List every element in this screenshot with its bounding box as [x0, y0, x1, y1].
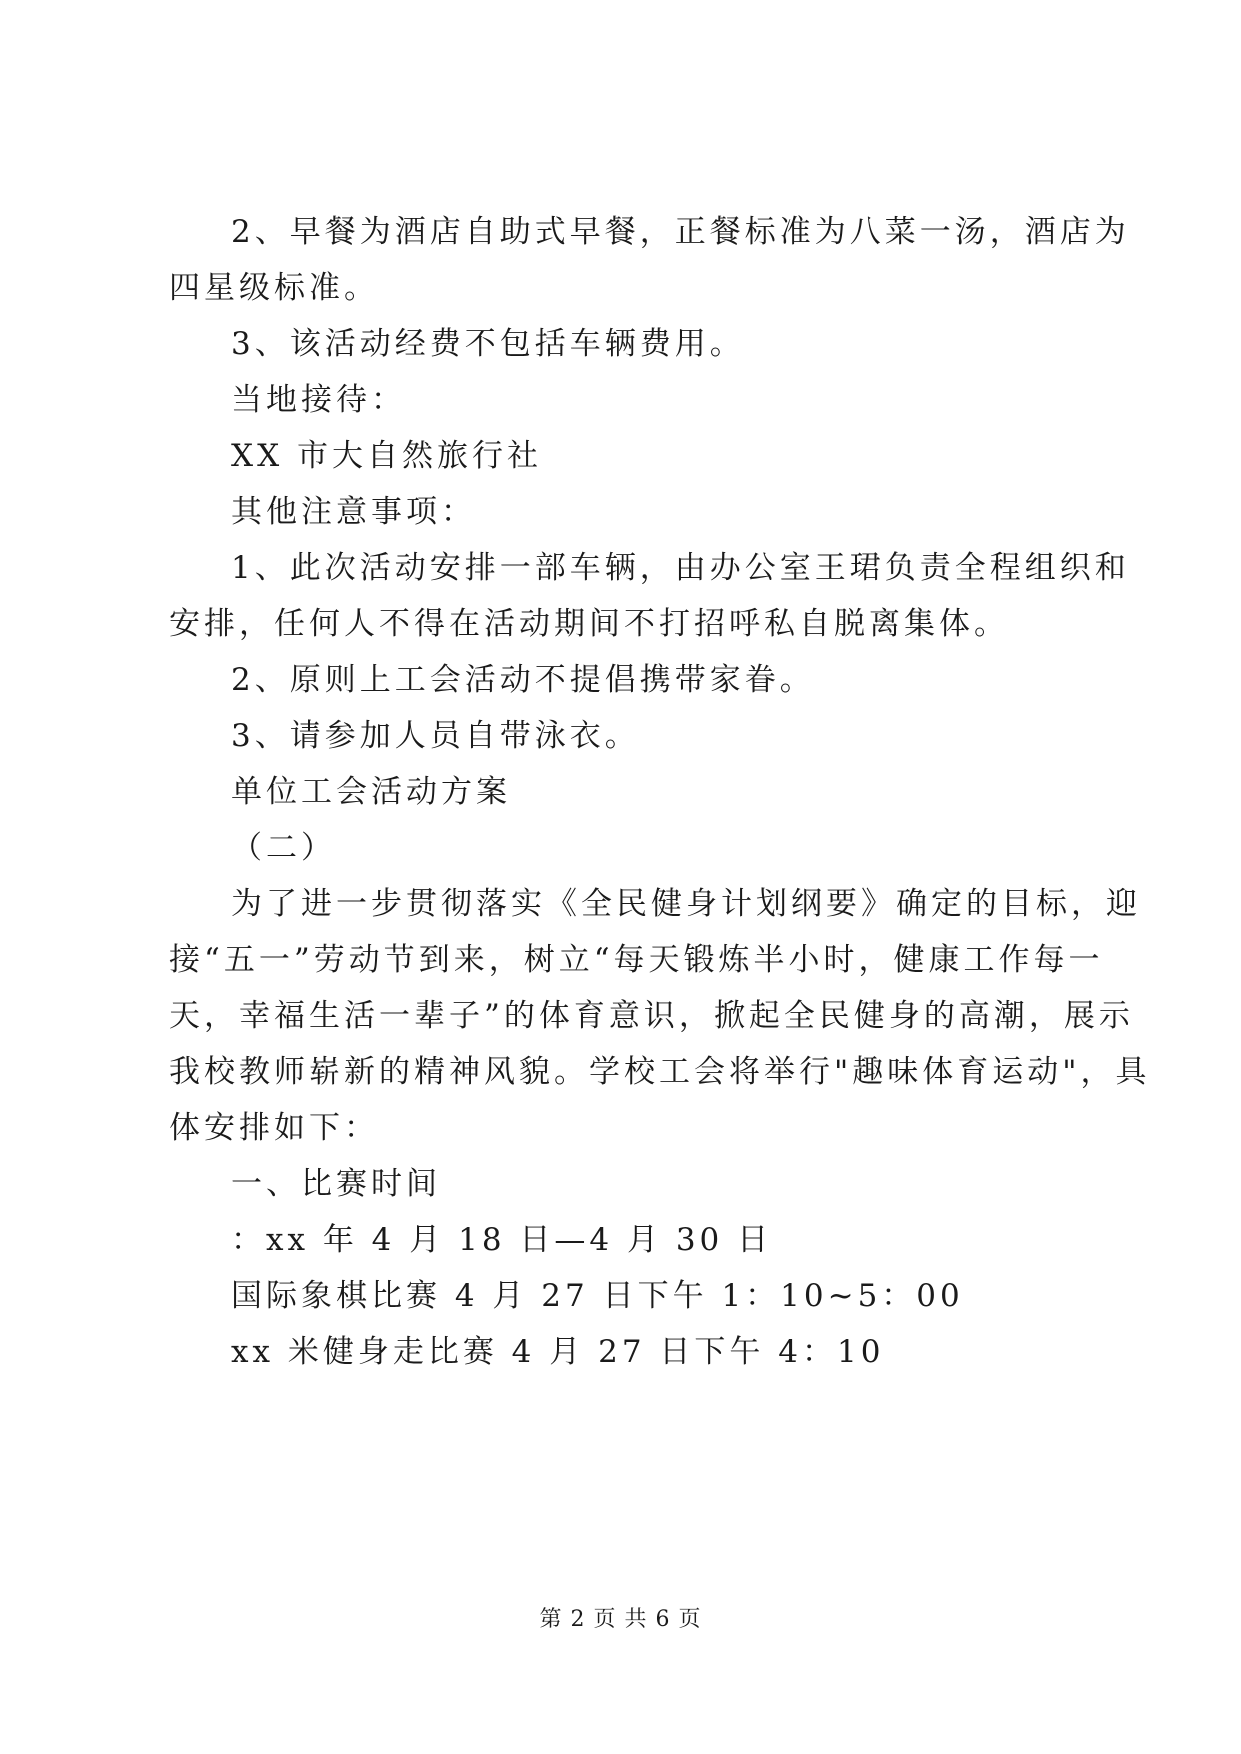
- text-line: 天，幸福生活一辈子”的体育意识，掀起全民健身的高潮，展示: [169, 998, 1134, 1034]
- text-line: 2、原则上工会活动不提倡携带家眷。: [231, 662, 815, 698]
- text-line: 为了进一步贯彻落实《全民健身计划纲要》确定的目标，迎: [231, 886, 1141, 922]
- text-line: xx 米健身走比赛 4 月 27 日下午 4：10: [231, 1334, 885, 1370]
- text-line: 国际象棋比赛 4 月 27 日下午 1：10~5：00: [231, 1278, 964, 1314]
- text-line: 我校教师崭新的精神风貌。学校工会将举行"趣味体育运动"，具: [169, 1054, 1151, 1090]
- text-line: 四星级标准。: [169, 270, 379, 306]
- text-line: 接“五一”劳动节到来，树立“每天锻炼半小时，健康工作每一: [169, 942, 1104, 978]
- page-footer: 第 2 页 共 6 页: [539, 1607, 702, 1632]
- text-line: 一、比赛时间: [231, 1166, 441, 1202]
- text-line: 安排，任何人不得在活动期间不打招呼私自脱离集体。: [169, 606, 1009, 642]
- text-line: 3、请参加人员自带泳衣。: [231, 718, 640, 754]
- text-line: 体安排如下：: [169, 1110, 379, 1146]
- section-subtitle: （二）: [231, 830, 336, 866]
- text-line: 2、早餐为酒店自助式早餐，正餐标准为八菜一汤，酒店为: [231, 214, 1130, 250]
- text-line: ：xx 年 4 月 18 日—4 月 30 日: [231, 1222, 773, 1258]
- text-line: XX 市大自然旅行社: [231, 438, 542, 474]
- section-title: 单位工会活动方案: [231, 774, 511, 810]
- text-line: 3、该活动经费不包括车辆费用。: [231, 326, 745, 362]
- text-line: 当地接待：: [231, 382, 406, 418]
- text-line: 其他注意事项：: [231, 494, 476, 530]
- text-line: 1、此次活动安排一部车辆，由办公室王珺负责全程组织和: [231, 550, 1130, 586]
